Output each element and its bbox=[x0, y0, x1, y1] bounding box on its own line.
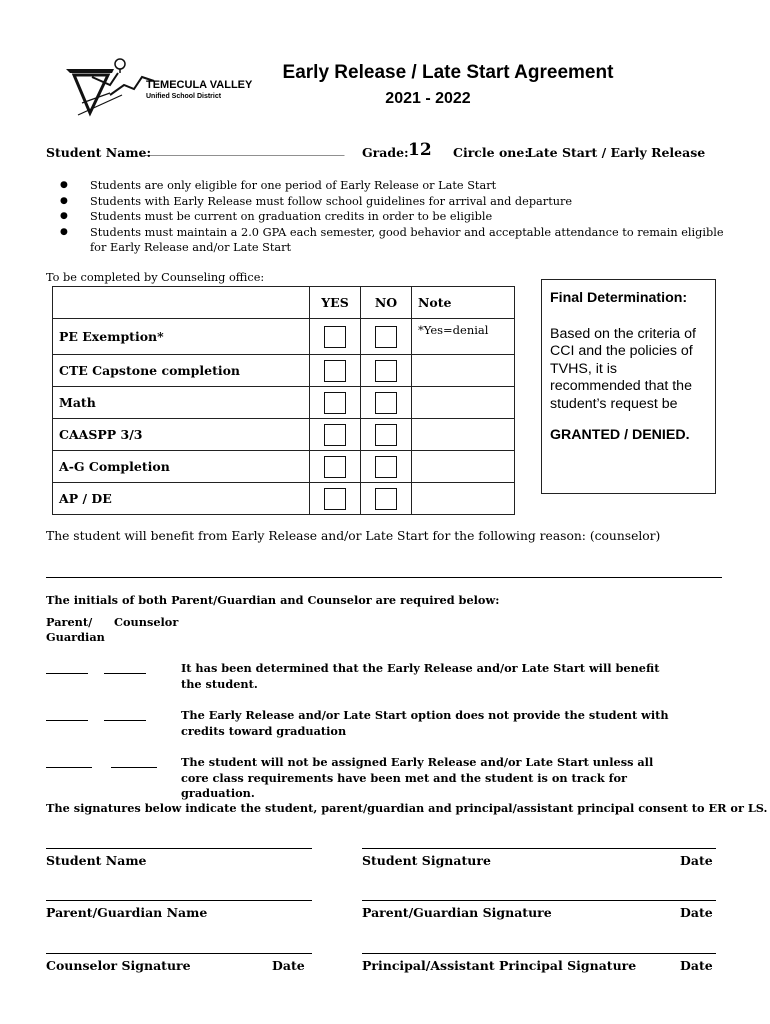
no-checkbox[interactable] bbox=[375, 392, 397, 414]
no-checkbox[interactable] bbox=[375, 456, 397, 478]
eligibility-list bbox=[48, 178, 728, 256]
eligibility-item: ● Students must be current on graduation credits in order to be eligible bbox=[48, 209, 728, 225]
yes-checkbox[interactable] bbox=[324, 424, 346, 446]
col-no: NO bbox=[361, 287, 412, 319]
counseling-intro: To be completed by Counseling office: bbox=[46, 271, 265, 284]
student-signature-caption: Student Signature bbox=[362, 853, 491, 868]
counselor-label: Counselor bbox=[114, 615, 179, 629]
final-determination-decision[interactable]: GRANTED / DENIED. bbox=[550, 427, 690, 443]
table-row bbox=[53, 451, 515, 483]
final-determination-box bbox=[541, 279, 716, 494]
initials-heading: The initials of both Parent/Guardian and Counselor are required below: bbox=[46, 593, 500, 607]
eligibility-item: ● Students must maintain a 2.0 GPA each semester, good behavior and acceptable attendance to remain eligible for Early Release and/or Late Start bbox=[48, 225, 728, 256]
counselor-initial-line[interactable] bbox=[111, 767, 157, 768]
parent-initial-line[interactable] bbox=[46, 673, 88, 674]
circle-one-label: Circle one: bbox=[453, 145, 529, 160]
col-yes: YES bbox=[310, 287, 361, 319]
student-signature-line[interactable] bbox=[362, 848, 716, 849]
yes-checkbox[interactable] bbox=[324, 456, 346, 478]
criteria-note bbox=[412, 451, 515, 483]
table-row bbox=[53, 355, 515, 387]
table-row bbox=[53, 319, 515, 355]
criteria-note bbox=[412, 483, 515, 515]
criteria-label: AP / DE bbox=[53, 483, 310, 515]
student-name-caption: Student Name bbox=[46, 853, 147, 868]
yes-checkbox[interactable] bbox=[324, 488, 346, 510]
parent-initial-line[interactable] bbox=[46, 720, 88, 721]
parent-name-caption: Parent/Guardian Name bbox=[46, 905, 208, 920]
final-determination-title: Final Determination: bbox=[550, 290, 688, 306]
counselor-initial-line[interactable] bbox=[104, 673, 146, 674]
table-row bbox=[53, 387, 515, 419]
logo-text-line2: Unified School District bbox=[146, 93, 222, 100]
circle-one-options[interactable]: Late Start / Early Release bbox=[527, 145, 706, 160]
grade-value[interactable]: 12 bbox=[408, 140, 432, 160]
logo-text-line1: TEMECULA VALLEY bbox=[146, 79, 253, 91]
criteria-label: Math bbox=[53, 387, 310, 419]
principal-signature-line[interactable] bbox=[362, 953, 716, 954]
reason-prompt: The student will benefit from Early Release and/or Late Start for the following reason: (counselor) bbox=[46, 529, 661, 543]
table-row bbox=[53, 419, 515, 451]
school-year: 2021 - 2022 bbox=[385, 90, 471, 107]
yes-checkbox[interactable] bbox=[324, 360, 346, 382]
date-caption: Date bbox=[680, 958, 713, 973]
no-checkbox[interactable] bbox=[375, 424, 397, 446]
parent-guardian-label-line1: Parent/ bbox=[46, 615, 93, 629]
criteria-note bbox=[412, 419, 515, 451]
date-caption: Date bbox=[680, 853, 713, 868]
table-header-row bbox=[53, 287, 515, 319]
reason-line[interactable] bbox=[46, 577, 722, 578]
initial-statement: The student will not be assigned Early Release and/or Late Start unless all core class requirements have been met and the student is on track for graduation. bbox=[181, 755, 654, 801]
student-name-label: Student Name: bbox=[46, 145, 152, 160]
student-name-line[interactable] bbox=[46, 848, 312, 849]
criteria-label: PE Exemption* bbox=[53, 319, 310, 355]
counselor-signature-line[interactable] bbox=[46, 953, 312, 954]
table-row bbox=[53, 483, 515, 515]
criteria-note: *Yes=denial bbox=[412, 319, 515, 355]
counseling-criteria-table bbox=[52, 286, 515, 515]
eligibility-item: ● Students are only eligible for one period of Early Release or Late Start bbox=[48, 178, 728, 194]
final-determination-body: Based on the criteria of CCI and the policies of TVHS, it is recommended that the student’s request be bbox=[550, 325, 696, 412]
date-caption: Date bbox=[272, 958, 305, 973]
eligibility-item: ● Students with Early Release must follow school guidelines for arrival and departure bbox=[48, 194, 728, 210]
criteria-label: A-G Completion bbox=[53, 451, 310, 483]
parent-signature-caption: Parent/Guardian Signature bbox=[362, 905, 552, 920]
principal-signature-caption: Principal/Assistant Principal Signature bbox=[362, 958, 637, 973]
counselor-signature-caption: Counselor Signature bbox=[46, 958, 191, 973]
student-name-field[interactable]: _____________________________________ bbox=[141, 143, 345, 156]
parent-guardian-label-line2: Guardian bbox=[46, 630, 105, 644]
parent-signature-line[interactable] bbox=[362, 900, 716, 901]
date-caption: Date bbox=[680, 905, 713, 920]
no-checkbox[interactable] bbox=[375, 360, 397, 382]
no-checkbox[interactable] bbox=[375, 488, 397, 510]
grade-label: Grade: bbox=[362, 145, 409, 160]
yes-checkbox[interactable] bbox=[324, 326, 346, 348]
parent-initial-line[interactable] bbox=[46, 767, 92, 768]
initial-statement: It has been determined that the Early Release and/or Late Start will benefit the student. bbox=[181, 661, 660, 691]
criteria-label: CTE Capstone completion bbox=[53, 355, 310, 387]
parent-name-line[interactable] bbox=[46, 900, 312, 901]
page-title: Early Release / Late Start Agreement bbox=[282, 62, 614, 83]
counselor-initial-line[interactable] bbox=[104, 720, 146, 721]
criteria-note bbox=[412, 387, 515, 419]
signatures-intro: The signatures below indicate the student, parent/guardian and principal/assistant principal consent to ER or LS. bbox=[46, 801, 768, 815]
criteria-note bbox=[412, 355, 515, 387]
yes-checkbox[interactable] bbox=[324, 392, 346, 414]
col-note: Note bbox=[412, 287, 515, 319]
criteria-label: CAASPP 3/3 bbox=[53, 419, 310, 451]
initial-statement: The Early Release and/or Late Start option does not provide the student with credits toward graduation bbox=[181, 708, 669, 738]
no-checkbox[interactable] bbox=[375, 326, 397, 348]
